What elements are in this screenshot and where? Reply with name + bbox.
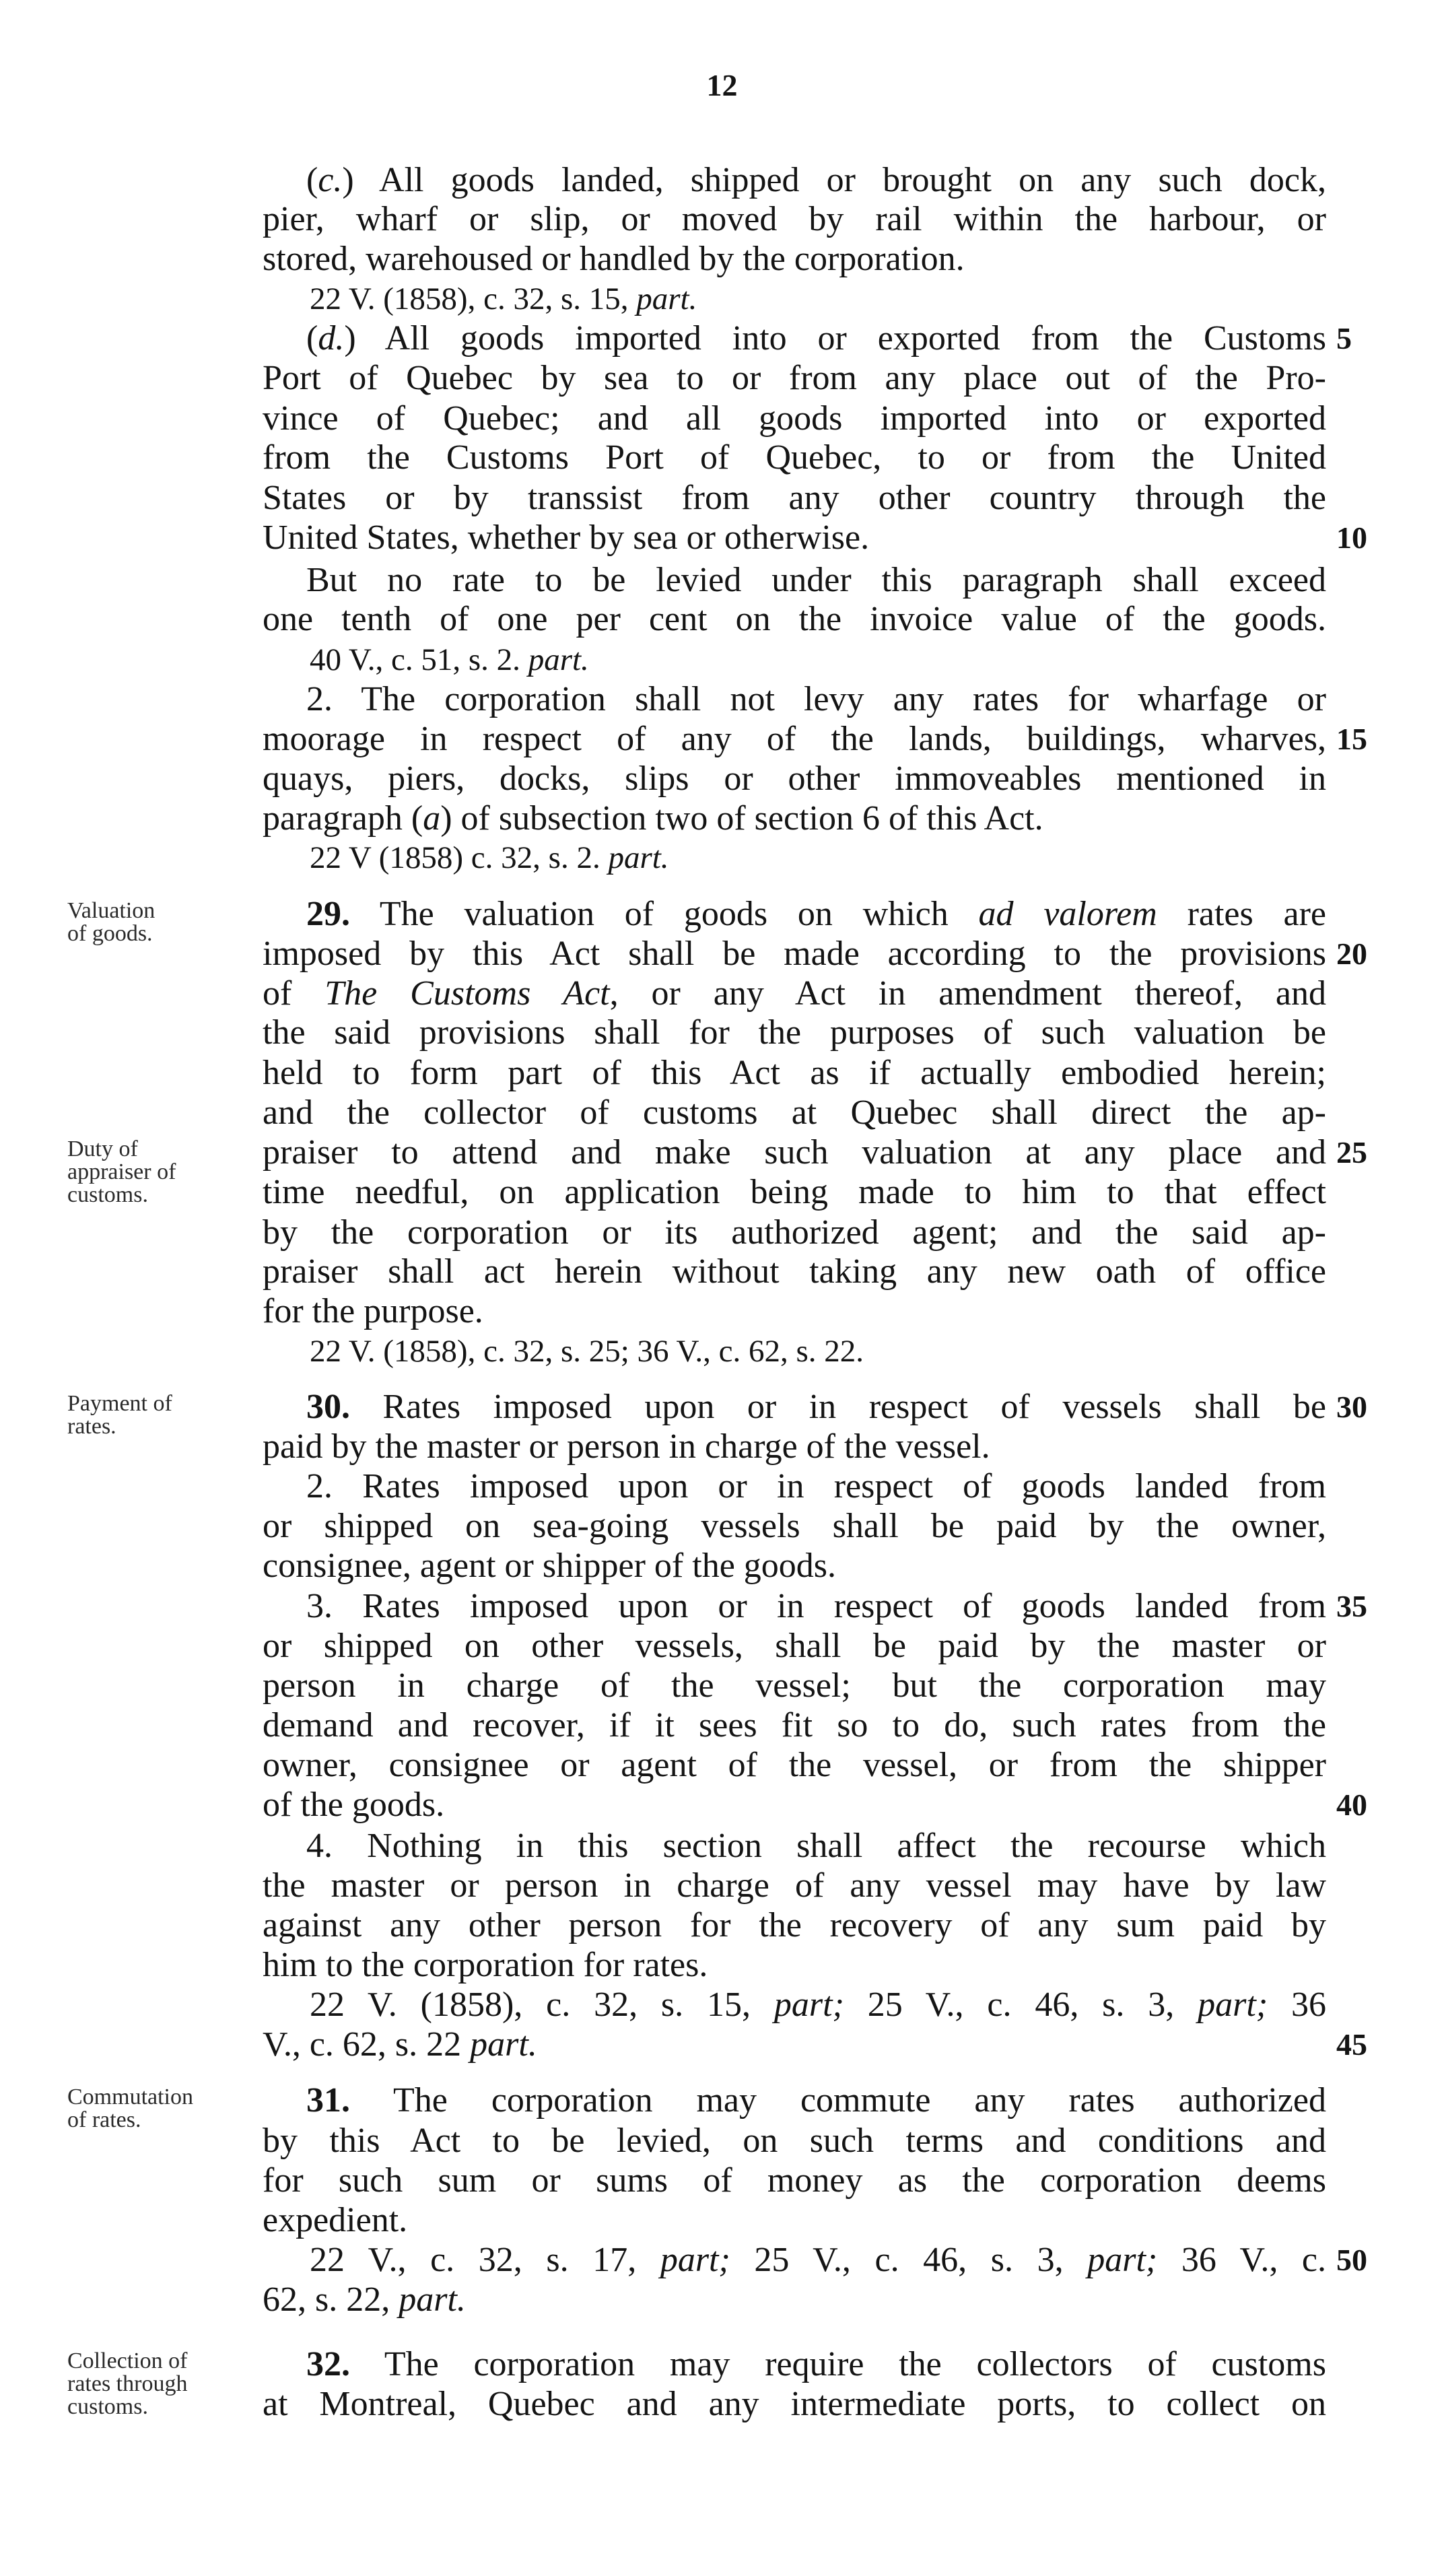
text-line: at Montreal, Quebec and any intermediate ports, to collect on [263,2385,1326,2423]
text-line: V., c. 62, s. 22 part. [263,2025,537,2064]
text-line: (d.) All goods imported into or exported from the Customs [306,319,1326,358]
margin-note-line: of goods. [67,921,153,946]
text-line: by this Act to be levied, on such terms and conditions and [263,2122,1326,2160]
text-line: praiser to attend and make such valuation at any place and [263,1133,1326,1172]
text-line: 4. Nothing in this section shall affect the recourse which [306,1827,1326,1865]
text-line: 31. The corporation may commute any rates authorized [306,2081,1326,2120]
text-line: 22 V. (1858), c. 32, s. 25; 36 V., c. 62, s. 22. [310,1334,864,1369]
text-line: imposed by this Act shall be made according to the provisions [263,935,1326,973]
text-line: praiser shall act herein without taking any new oath of office [263,1252,1326,1291]
margin-line-number: 35 [1336,1589,1367,1623]
margin-line-number: 45 [1336,2027,1367,2062]
text-line: demand and recover, if it sees fit so to do, such rates from the [263,1706,1326,1744]
text-line: consignee, agent or shipper of the goods. [263,1547,837,1585]
text-line: But no rate to be levied under this paragraph shall exceed [306,561,1326,599]
text-line: him to the corporation for rates. [263,1946,708,1984]
text-line: or shipped on sea-going vessels shall be paid by the owner, [263,1507,1326,1545]
text-line: person in charge of the vessel; but the corporation may [263,1666,1326,1705]
text-line: against any other person for the recovery of any sum paid by [263,1906,1326,1944]
text-line: 32. The corporation may require the collectors of customs [306,2345,1326,2383]
text-line: expedient. [263,2201,408,2239]
text-line: of The Customs Act, or any Act in amendment thereof, and [263,974,1326,1013]
margin-line-number: 25 [1336,1135,1367,1170]
text-line: stored, warehoused or handled by the corporation. [263,240,965,278]
text-line: 30. Rates imposed upon or in respect of vessels shall be [306,1388,1326,1426]
text-line: 2. Rates imposed upon or in respect of goods landed from [306,1467,1326,1505]
text-line: 22 V. (1858), c. 32, s. 15, part; 25 V., c. 46, s. 3, part; 36 [310,1986,1327,2024]
text-line: the said provisions shall for the purposes of such valuation be [263,1013,1326,1052]
text-line: paid by the master or person in charge of the vessel. [263,1427,990,1466]
margin-line-number: 30 [1336,1390,1367,1424]
text-line: or shipped on other vessels, shall be paid by the master or [263,1627,1326,1665]
margin-line-number: 20 [1336,937,1367,971]
margin-line-number: 40 [1336,1788,1367,1822]
text-line: of the goods. [263,1786,445,1824]
margin-note-line: customs. [67,1182,148,1207]
text-line: 22 V., c. 32, s. 17, part; 25 V., c. 46, s. 3, part; 36 V., c. [310,2241,1326,2279]
margin-note-line: customs. [67,2394,148,2419]
margin-note [67,900,263,945]
text-line: 29. The valuation of goods on which ad valorem rates are [306,895,1327,933]
margin-note-line: Payment of [67,1391,172,1416]
text-line: for such sum or sums of money as the corporation deems [263,2161,1326,2200]
text-line: 22 V. (1858), c. 32, s. 15, part. [310,281,697,316]
margin-note-line: rates through [67,2371,188,2396]
page-number: 12 [706,68,738,102]
margin-note [67,1392,263,1438]
text-line: 22 V (1858) c. 32, s. 2. part. [310,840,669,875]
margin-line-number: 15 [1336,722,1367,756]
margin-note [67,2350,263,2418]
text-line: time needful, on application being made to him to that effect [263,1173,1326,1211]
text-line: 2. The corporation shall not levy any rates for wharfage or [306,680,1326,718]
text-line: for the purpose. [263,1292,483,1330]
margin-note-line: Valuation [67,898,156,923]
margin-line-number: 50 [1336,2243,1367,2277]
text-line: from the Customs Port of Quebec, to or from the United [263,438,1326,477]
text-line: by the corporation or its authorized agent; and the said ap- [263,1213,1326,1252]
margin-line-number: 10 [1336,520,1367,555]
text-line: moorage in respect of any of the lands, buildings, wharves, [263,720,1326,758]
text-line: 3. Rates imposed upon or in respect of goods landed from [306,1587,1326,1625]
margin-note-line: Commutation [67,2084,193,2109]
margin-note [67,2086,263,2132]
margin-line-number: 5 [1336,321,1352,355]
margin-note-line: of rates. [67,2107,141,2132]
text-line: held to form part of this Act as if actually embodied herein; [263,1054,1326,1092]
margin-note-line: Duty of [67,1137,138,1161]
text-line: one tenth of one per cent on the invoice value of the goods. [263,600,1326,638]
text-line: (c.) All goods landed, shipped or brought on any such dock, [306,161,1326,199]
margin-note [67,1138,263,1207]
text-line: quays, piers, docks, slips or other immoveables mentioned in [263,759,1326,798]
text-line: United States, whether by sea or otherwise. [263,518,870,557]
text-line: Port of Quebec by sea to or from any place out of the Pro- [263,359,1326,397]
margin-note-line: appraiser of [67,1159,176,1184]
text-line: States or by transsist from any other country through the [263,479,1326,517]
text-line: paragraph (a) of subsection two of section 6 of this Act. [263,799,1043,838]
text-line: pier, wharf or slip, or moved by rail within the harbour, or [263,200,1326,238]
text-line: 62, s. 22, part. [263,2280,466,2319]
text-line: 40 V., c. 51, s. 2. part. [310,642,589,677]
margin-note-line: rates. [67,1414,116,1439]
text-line: and the collector of customs at Quebec shall direct the ap- [263,1093,1326,1132]
text-line: the master or person in charge of any vessel may have by law [263,1866,1326,1905]
margin-note-line: Collection of [67,2348,188,2373]
text-line: vince of Quebec; and all goods imported into or exported [263,399,1326,438]
text-line: owner, consignee or agent of the vessel, or from the shipper [263,1746,1326,1784]
